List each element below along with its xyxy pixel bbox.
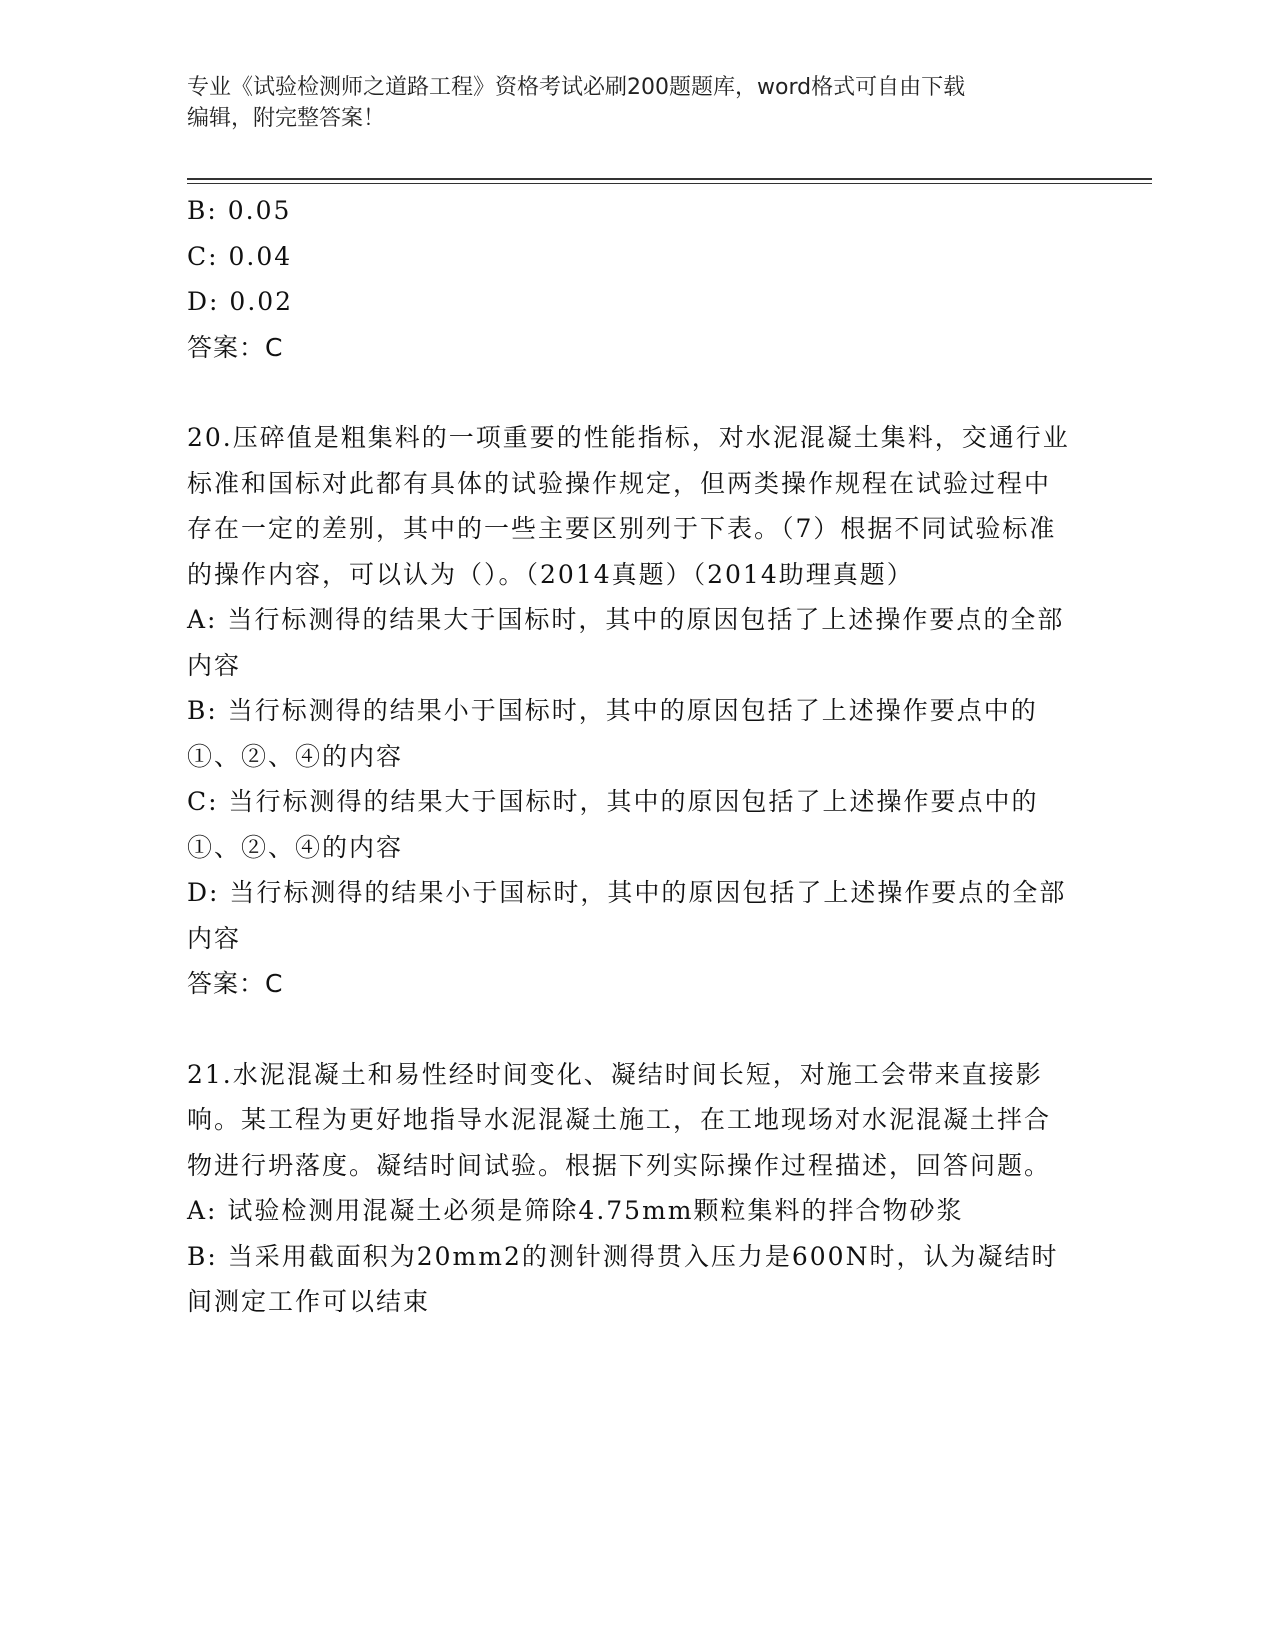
option-b: B: 0.05 [187, 196, 292, 225]
spacer [187, 1007, 1077, 1052]
option-c: C: 当行标测得的结果大于国标时，其中的原因包括了上述操作要点中的①、②、④的内容 [187, 787, 1039, 862]
option-d: D: 当行标测得的结果小于国标时，其中的原因包括了上述操作要点的全部内容 [187, 878, 1067, 953]
page-header [187, 72, 1067, 134]
question-19-tail [187, 188, 1077, 370]
header-title-line1: 专业《试验检测师之道路工程》资格考试必刷200题题库，word格式可自由下载 [187, 75, 966, 100]
answer-text: 答案：C [187, 969, 284, 998]
question-stem: 21.水泥混凝土和易性经时间变化、凝结时间长短，对施工会带来直接影响。某工程为更好地指导水泥混凝土施工，在工地现场对水泥混凝土拌合物进行坍落度。凝结时间试验。根据下列实际操作过程描述，回答问题。 [187, 1059, 1052, 1180]
answer-text: 答案：C [187, 332, 284, 362]
header-title-line2: 编辑，附完整答案！ [187, 106, 386, 131]
option-a: A: 试验检测用混凝土必须是筛除4.75mm颗粒集料的拌合物砂浆 [187, 1196, 964, 1225]
spacer [187, 370, 1077, 415]
option-c: C: 0.04 [187, 241, 293, 271]
option-d: D: 0.02 [187, 287, 294, 316]
question-21 [187, 1052, 1077, 1325]
option-b: B: 当行标测得的结果小于国标时，其中的原因包括了上述操作要点中的①、②、④的内容 [187, 696, 1038, 771]
option-b: B: 当采用截面积为20mm2的测针测得贯入压力是600N时，认为凝结时间测定工作可以结束 [187, 1241, 1059, 1316]
header-divider-thick [187, 178, 1152, 180]
option-a: A: 当行标测得的结果大于国标时，其中的原因包括了上述操作要点的全部内容 [187, 605, 1065, 680]
header-divider-thin [187, 183, 1152, 184]
question-stem: 20.压碎值是粗集料的一项重要的性能指标，对水泥混凝土集料，交通行业标准和国标对此都有具体的试验操作规定，但两类操作规程在试验过程中存在一定的差别，其中的一些主要区别列于下表。（7）根据不同试验标准的操作内容，可以认为（）。（2014真题）（2014助理真题） [187, 423, 1070, 589]
question-content [187, 188, 1077, 1325]
question-20 [187, 415, 1077, 1007]
